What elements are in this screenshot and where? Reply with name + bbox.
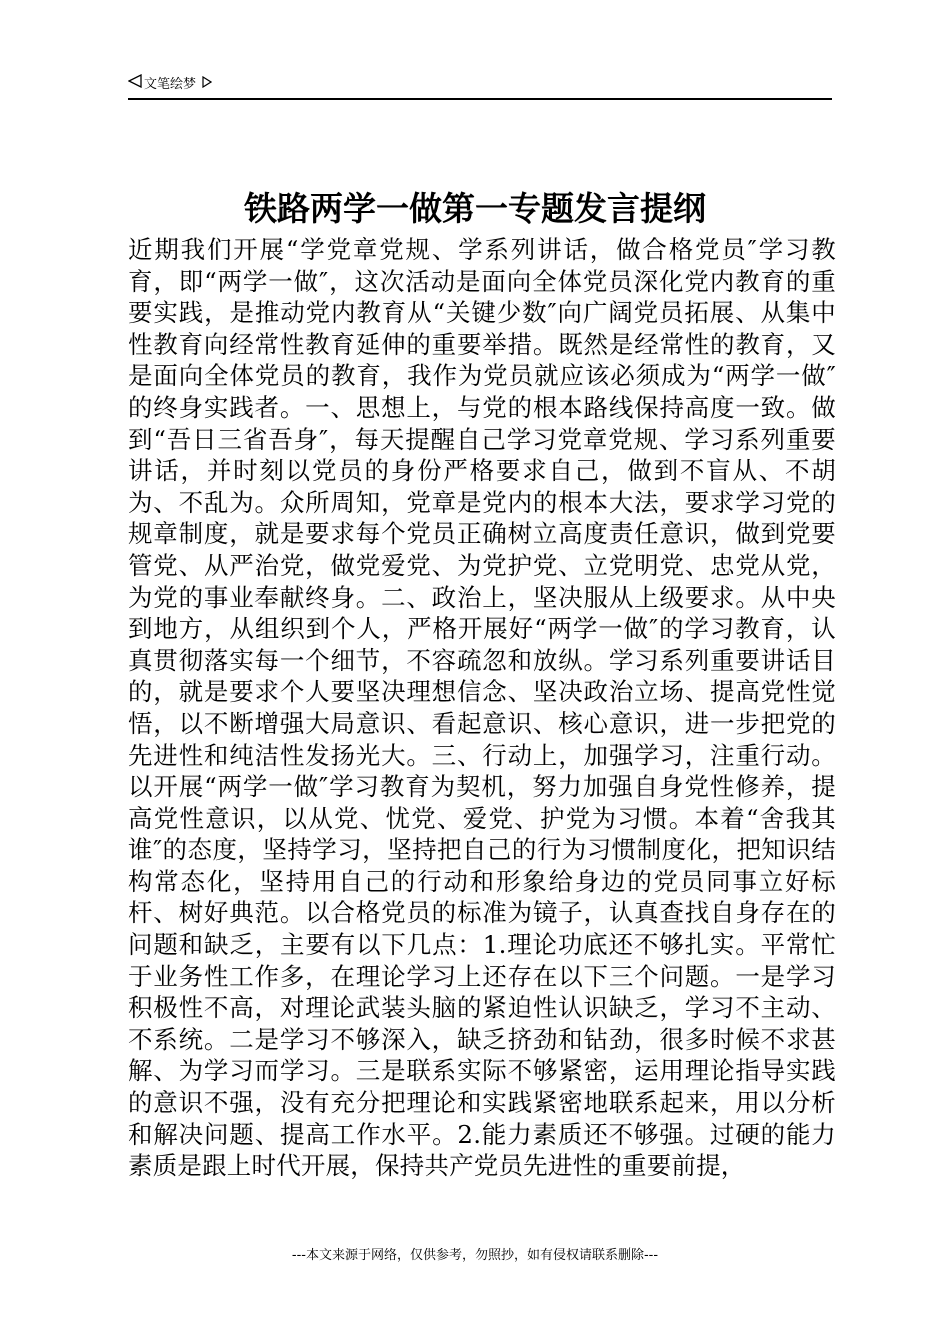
header-brand: 文笔绘梦: [144, 77, 197, 92]
triangle-left-outline-icon: [128, 70, 142, 100]
header-rule: [128, 98, 832, 100]
page-header: [128, 70, 832, 100]
document-title: 铁路两学一做第一专题发言提纲: [244, 189, 706, 228]
document-body: 近期我们开展“学党章党规、学系列讲话，做合格党员″学习教育，即“两学一做″，这次活动是面向全体党员深化党内教育的重要实践，是推动党内教育从“关键少数″向广阔党员拓展、从集中性教育向经常性教育延伸的重要举措。既然是经常性的教育，又是面向全体党员的教育，我作为党员就应该必须成为“两学一做″的终身实践者。一、思想上，与党的根本路线保持高度一致。做到“吾日三省吾身″，每天提醒自己学习党章党规、学习系列重要讲话，并时刻以党员的身份严格要求自己，做到不盲从、不胡为、不乱为。众所周知，党章是党内的根本大法，要求学习党的规章制度，就是要求每个党员正确树立高度责任意识，做到党要管党、从严治党，做党爱党、为党护党、立党明党、忠党从党，为党的事业奉献终身。二、政治上，坚决服从上级要求。从中央到地方，从组织到个人，严格开展好“两学一做″的学习教育，认真贯彻落实每一个细节，不容疏忽和放纵。学习系列重要讲话目的，就是要求个人要坚决理想信念、坚决政治立场、提高党性觉悟，以不断增强大局意识、看起意识、核心意识，进一步把党的先进性和纯洁性发扬光大。三、行动上，加强学习，注重行动。以开展“两学一做″学习教育为契机，努力加强自身党性修养，提高党性意识，以从党、忧党、爱党、护党为习惯。本着“舍我其谁″的态度，坚持学习，坚持把自己的行为习惯制度化，把知识结构常态化，坚持用自己的行动和形象给身边的党员同事立好标杆、树好典范。以合格党员的标准为镜子，认真查找自身存在的问题和缺乏，主要有以下几点：1.理论功底还不够扎实。平常忙于业务性工作多，在理论学习上还存在以下三个问题。一是学习积极性不高，对理论武装头脑的紧迫性认识缺乏，学习不主动、不系统。二是学习不够深入，缺乏挤劲和钻劲，很多时候不求甚解、为学习而学习。三是联系实际不够紧密，运用理论指导实践的意识不强，没有充分把理论和实践紧密地联系起来，用以分析和解决问题、提高工作水平。2.能力素质还不够强。过硬的能力素质是跟上时代开展，保持共产党员先进性的重要前提，: [128, 235, 836, 1181]
triangle-right-outline-icon: [202, 70, 212, 100]
footer-disclaimer: ---本文来源于网络，仅供参考，勿照抄，如有侵权请联系删除---: [291, 1248, 659, 1263]
